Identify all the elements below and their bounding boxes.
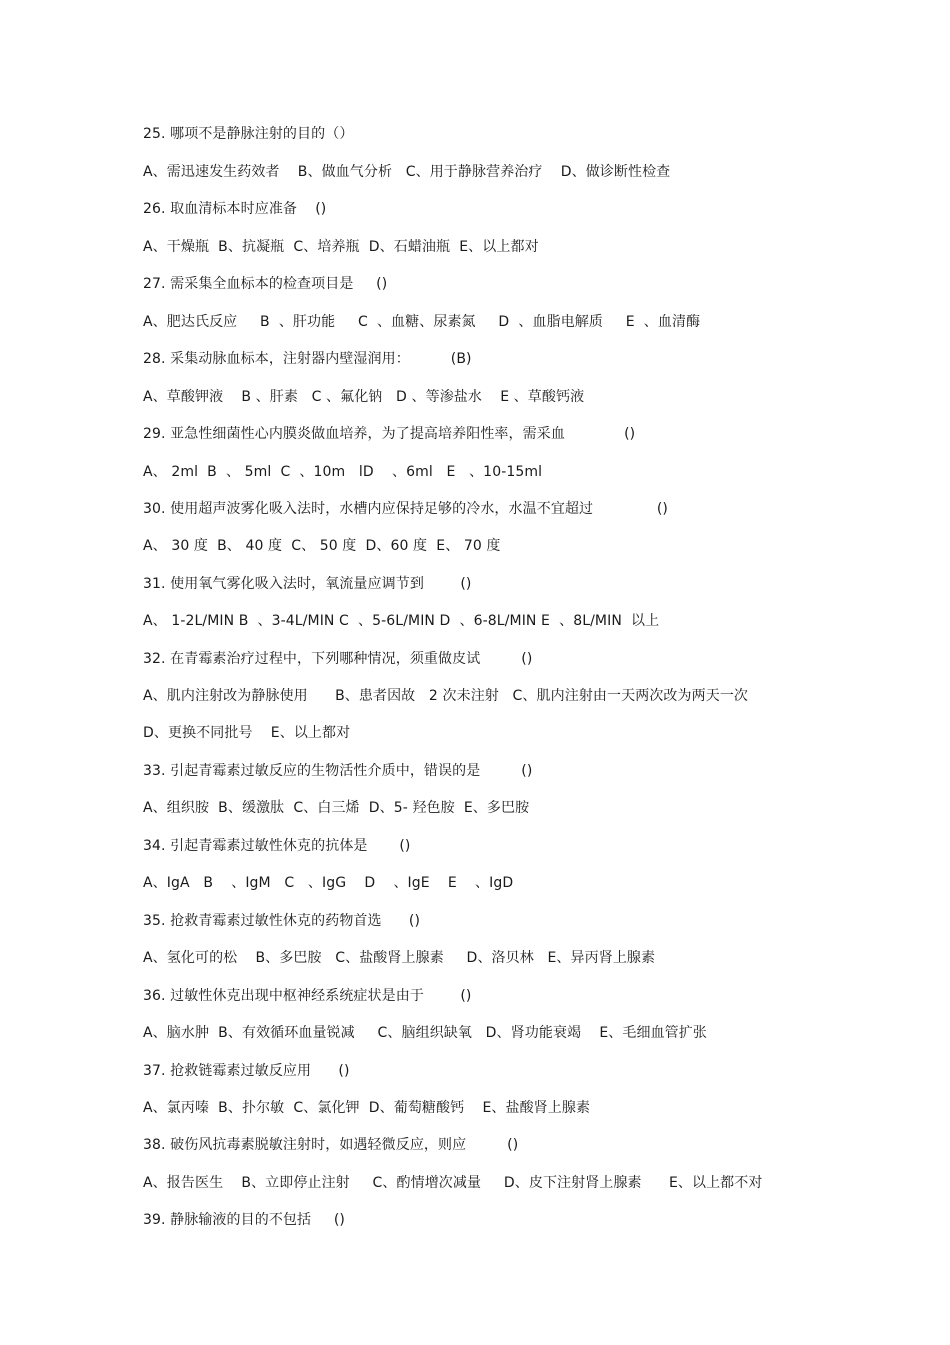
options-35: A、氢化可的松 B、多巴胺 C、盐酸肾上腺素 D、洛贝林 E、异丙肾上腺素 xyxy=(143,950,656,966)
options-37: A、氯丙嗪 B、扑尔敏 C、氯化钾 D、葡萄糖酸钙 E、盐酸肾上腺素 xyxy=(143,1100,591,1116)
options-33: A、组织胺 B、缓激肽 C、白三烯 D、5- 羟色胺 E、多巴胺 xyxy=(143,800,530,816)
question-29: 29. 亚急性细菌性心内膜炎做血培养，为了提高培养阳性率，需采血 () xyxy=(143,426,636,442)
question-39: 39. 静脉输液的目的不包括 () xyxy=(143,1212,345,1228)
question-27: 27. 需采集全血标本的检查项目是 () xyxy=(143,276,388,292)
question-30: 30. 使用超声波雾化吸入法时，水槽内应保持足够的冷水，水温不宜超过 () xyxy=(143,501,668,517)
question-35: 35. 抢救青霉素过敏性休克的药物首选 () xyxy=(143,913,421,929)
question-28: 28. 采集动脉血标本，注射器内壁湿润用： (B) xyxy=(143,351,472,367)
question-33: 33. 引起青霉素过敏反应的生物活性介质中，错误的是 () xyxy=(143,763,533,779)
options-32-line1: A、肌内注射改为静脉使用 B、患者因故 2 次未注射 C、肌内注射由一天两次改为两天一次 xyxy=(143,688,749,704)
question-36: 36. 过敏性休克出现中枢神经系统症状是由于 () xyxy=(143,988,472,1004)
question-25: 25. 哪项不是静脉注射的目的（） xyxy=(143,126,354,142)
options-30: A、 30 度 B、 40 度 C、 50 度 D、60 度 E、 70 度 xyxy=(143,538,501,554)
question-34: 34. 引起青霉素过敏性休克的抗体是 () xyxy=(143,838,411,854)
options-26: A、干燥瓶 B、抗凝瓶 C、培养瓶 D、石蜡油瓶 E、以上都对 xyxy=(143,239,539,255)
options-32-line2: D、更换不同批号 E、以上都对 xyxy=(143,725,351,741)
question-38: 38. 破伤风抗毒素脱敏注射时，如遇轻微反应，则应 () xyxy=(143,1137,519,1153)
question-32: 32. 在青霉素治疗过程中，下列哪种情况，须重做皮试 () xyxy=(143,651,533,667)
question-37: 37. 抢救链霉素过敏反应用 () xyxy=(143,1063,350,1079)
options-36: A、脑水肿 B、有效循环血量锐减 C、脑组织缺氧 D、肾功能衰竭 E、毛细血管扩张 xyxy=(143,1025,707,1041)
question-26: 26. 取血清标本时应准备 () xyxy=(143,201,327,217)
options-34: A、IgA B 、IgM C 、IgG D 、IgE E 、IgD xyxy=(143,875,514,891)
question-31: 31. 使用氧气雾化吸入法时，氧流量应调节到 () xyxy=(143,576,472,592)
options-27: A、肥达氏反应 B 、肝功能 C 、血糖、尿素氮 D 、血脂电解质 E 、血清酶 xyxy=(143,314,701,330)
options-28: A、草酸钾液 B 、肝素 C 、氟化钠 D 、等渗盐水 E 、草酸钙液 xyxy=(143,389,585,405)
options-29: A、 2ml B 、 5ml C 、10m lD 、6ml E 、10-15ml xyxy=(143,464,543,480)
options-25: A、需迅速发生药效者 B、做血气分析 C、用于静脉营养治疗 D、做诊断性检查 xyxy=(143,164,671,180)
options-31: A、 1-2L/MIN B 、3-4L/MIN C 、5-6L/MIN D 、6-8L/MIN E 、8L/MIN 以上 xyxy=(143,613,660,629)
options-38: A、报告医生 B、立即停止注射 C、酌情增次减量 D、皮下注射肾上腺素 E、以上都不对 xyxy=(143,1175,763,1191)
